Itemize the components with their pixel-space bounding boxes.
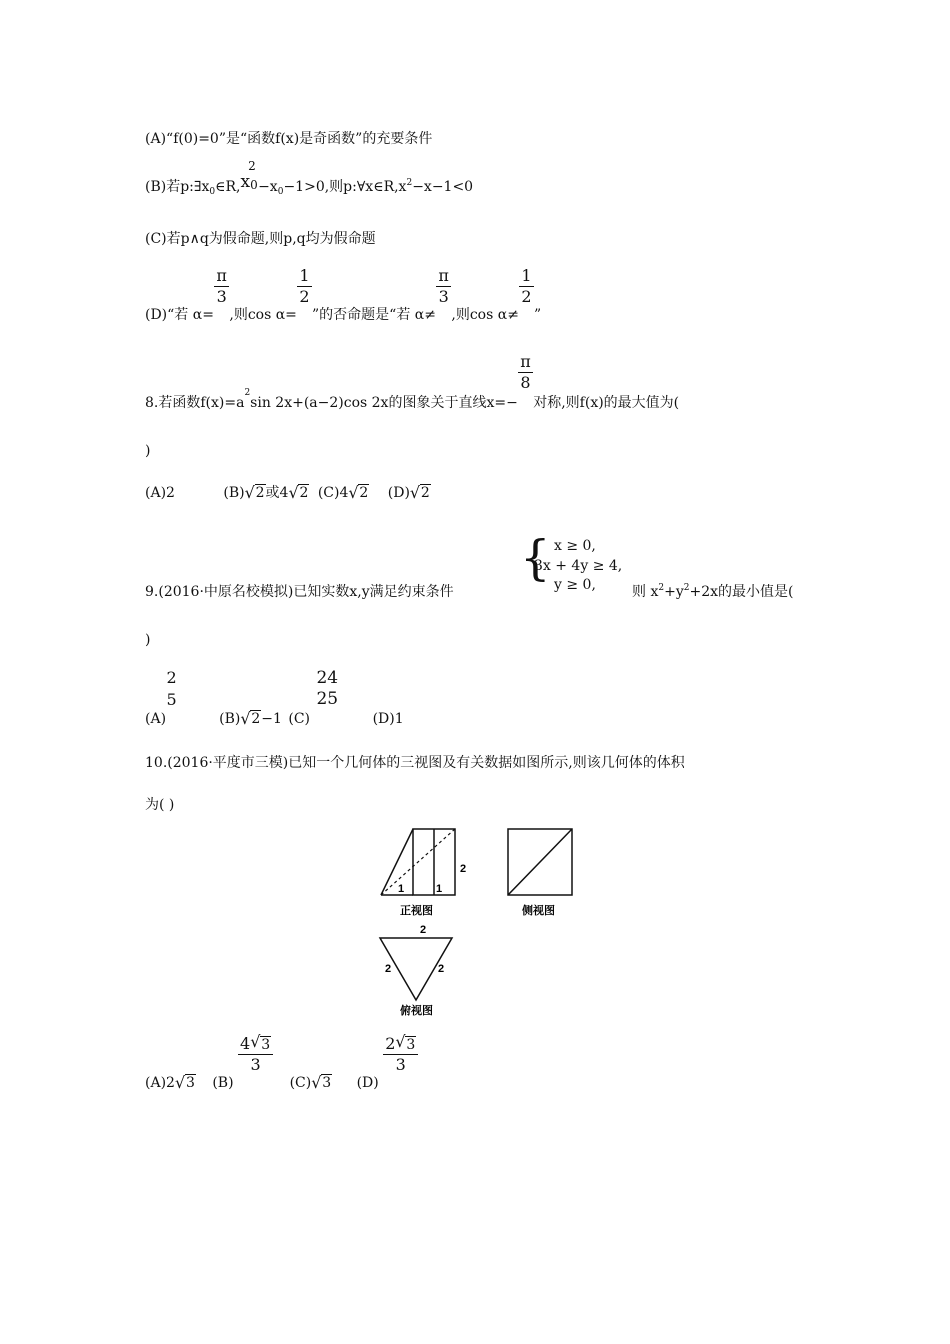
q8-b-sqrt-2 <box>288 485 309 501</box>
side-view <box>508 829 572 917</box>
front-dim-h: 2 <box>460 863 467 875</box>
q7-b-text-2: ∈R, <box>215 179 241 195</box>
front-view-label: 正视图 <box>400 905 433 917</box>
q8-option-a: (A)2 <box>145 485 175 501</box>
q9-options <box>145 664 404 727</box>
q10-b-frac <box>238 1036 273 1073</box>
q10-a-label: (A)2 <box>145 1074 175 1091</box>
q9-a-label: (A) <box>145 711 167 727</box>
q9-option-d: (D)1 <box>372 711 404 727</box>
q7-d-2-a: 2 <box>299 287 310 306</box>
q10-b-den: 3 <box>250 1055 261 1074</box>
q10-d-label: (D) <box>356 1074 379 1091</box>
q8-d-rad: 2 <box>420 485 430 501</box>
q10-d-num-pre: 2 <box>385 1034 396 1053</box>
q10-b-num <box>238 1036 273 1052</box>
q7-b-sub-1: 0 <box>250 178 258 192</box>
q10-d-num <box>383 1036 418 1052</box>
q7-d-text-4: ,则cos α≠ <box>451 306 519 323</box>
q7-d-frac-pi3-a <box>214 268 229 305</box>
q8-c-label: (C)4 <box>317 485 349 501</box>
q10-b-label: (B) <box>212 1074 234 1091</box>
q7-d-1-b: 1 <box>521 266 532 285</box>
q7-b-sub-2: 0 <box>277 187 284 197</box>
q7-d-pi-b: π <box>438 266 449 285</box>
q10-b-num-sqrt <box>250 1036 271 1052</box>
q10-a-rad: 3 <box>185 1074 195 1091</box>
q10-stem-2: 为( ) <box>145 797 175 813</box>
q8-option-c <box>318 485 369 501</box>
q10-option-c <box>290 1075 333 1091</box>
q9-close-paren: ) <box>145 632 151 648</box>
q7-d-text-3: ”的否命题是“若 α≠ <box>312 306 436 323</box>
q9-b-label: (B) <box>219 711 241 727</box>
q10-stem-1: 10.(2016·平度市三模)已知一个几何体的三视图及有关数据如图所示,则该几何体的体积 <box>145 755 685 771</box>
q8-option-d <box>388 485 431 501</box>
three-view-figure <box>370 822 590 1022</box>
q7-option-b <box>145 159 474 197</box>
q9-constraint-2: 3x + 4y ≥ 4, <box>534 558 623 574</box>
q9-stem-1: 9.(2016·中原名校模拟)已知实数x,y满足约束条件 <box>145 584 454 600</box>
q7-option-c: (C)若p∧q为假命题,则p,q均为假命题 <box>145 231 376 247</box>
q10-a-sqrt <box>175 1075 196 1091</box>
q8-options <box>145 482 431 502</box>
q7-d-text-2: ,则cos α= <box>229 306 297 323</box>
front-view-slant <box>381 829 413 895</box>
top-view-label: 俯视图 <box>400 1005 433 1017</box>
q8-c-sqrt <box>348 485 369 501</box>
q7-b-sub-0: 0 <box>209 187 216 197</box>
q10-b-num-rad: 3 <box>261 1037 271 1053</box>
q7-b-text-1: (B)若p:∃x <box>145 179 210 195</box>
q9-c-frac <box>314 670 340 708</box>
q10-c-label: (C) <box>289 1074 312 1091</box>
q10-d-den: 3 <box>395 1055 406 1074</box>
q10-option-a <box>145 1075 196 1091</box>
q9-a-num: 2 <box>166 668 177 687</box>
q7-d-frac-half-a <box>297 268 311 305</box>
front-dim-a: 1 <box>398 883 405 895</box>
q8-b-sqrt-1 <box>245 485 266 501</box>
q10-d-num-sqrt <box>395 1036 416 1052</box>
q8-c-rad: 2 <box>359 485 369 501</box>
q9-constraint-3: y ≥ 0, <box>554 577 596 593</box>
q8-b-label: (B) <box>223 485 245 501</box>
top-view <box>380 924 452 1017</box>
q7-d-pi-a: π <box>216 266 227 285</box>
front-view-dashed <box>381 829 455 895</box>
q8-d-label: (D) <box>387 485 410 501</box>
side-view-diag <box>508 829 572 895</box>
q8-close-paren: ) <box>145 443 151 459</box>
top-dim-right: 2 <box>438 963 445 975</box>
q9-brace: { <box>520 530 551 586</box>
q9-stem-2c: +2x的最小值是( <box>689 584 794 600</box>
q8-eight: 8 <box>520 373 531 392</box>
q8-b-mid: 或4 <box>265 485 289 501</box>
q7-option-a: (A)“f(0)=0”是“函数f(x)是奇函数”的充要条件 <box>145 131 433 147</box>
q7-b-sup-2: 2 <box>248 159 256 173</box>
q8-stem-3: 对称,则f(x)的最大值为( <box>533 394 680 411</box>
q9-a-den: 5 <box>166 690 177 709</box>
q9-stem-2b: +y <box>664 584 684 600</box>
q7-d-3-b: 3 <box>438 287 449 306</box>
q9-option-b <box>219 711 282 727</box>
q9-sup-2: 2 <box>683 583 690 593</box>
q9-sup-1: 2 <box>658 583 665 593</box>
side-view-label: 侧视图 <box>522 905 555 917</box>
top-dim-left: 2 <box>385 963 392 975</box>
q7-b-text-4: −1>0,则p:∀x∈R,x <box>283 179 407 195</box>
q8-stem-2: sin 2x+(a−2)cos 2x的图象关于直线x=− <box>250 394 518 411</box>
q7-b-text-5: −x−1<0 <box>412 179 474 195</box>
q7-d-1-a: 1 <box>299 266 310 285</box>
q7-d-text-1: (D)“若 α= <box>145 306 214 323</box>
q8-sup: 2 <box>244 387 251 398</box>
q9-b-tail: −1 <box>261 711 282 727</box>
q10-d-num-rad: 3 <box>406 1037 416 1053</box>
q7-b-sup-3: 2 <box>406 178 413 188</box>
q8-option-b <box>223 485 309 501</box>
q9-stem-2 <box>632 581 793 601</box>
q9-constraint-1: x ≥ 0, <box>554 538 596 554</box>
q7-d-3-a: 3 <box>216 287 227 306</box>
q10-c-rad: 3 <box>322 1074 332 1091</box>
q10-b-num-pre: 4 <box>240 1034 251 1053</box>
q8-b-rad-2: 2 <box>299 485 309 501</box>
front-dim-b: 1 <box>436 883 443 895</box>
q7-d-frac-pi3-b <box>436 268 451 305</box>
q7-b-text-3: −x <box>258 179 278 195</box>
front-view <box>381 829 466 917</box>
top-dim-top: 2 <box>420 924 427 936</box>
q8-frac-pi8 <box>518 354 533 391</box>
q9-c-num: 24 <box>316 668 339 688</box>
q9-c-den: 25 <box>316 689 339 709</box>
q9-b-rad: 2 <box>251 711 261 727</box>
q7-option-d <box>145 262 542 323</box>
q8-stem <box>145 348 680 411</box>
q7-d-2-b: 2 <box>521 287 532 306</box>
q8-d-sqrt <box>410 485 431 501</box>
q9-stem-2a: 则 x <box>632 584 659 600</box>
q9-a-frac <box>165 670 179 708</box>
q8-stem-1: 8.若函数f(x)=a <box>145 394 245 411</box>
q10-options <box>145 1030 418 1091</box>
q9-b-sqrt <box>240 711 261 727</box>
q7-d-text-5: ” <box>534 306 542 323</box>
q7-b-x: x <box>240 172 251 192</box>
q7-d-frac-half-b <box>519 268 533 305</box>
q9-c-label: (C) <box>288 711 311 727</box>
q10-d-frac <box>383 1036 418 1073</box>
q8-b-rad-1: 2 <box>255 485 265 501</box>
q8-pi: π <box>520 352 531 371</box>
q10-c-sqrt <box>311 1075 332 1091</box>
